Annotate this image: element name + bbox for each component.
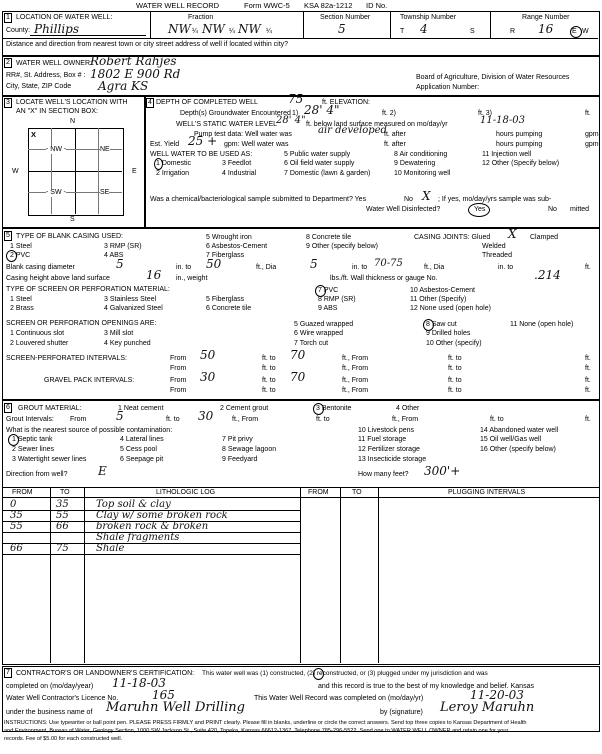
log-desc[interactable]: Clay w/ some broken rock: [96, 510, 228, 521]
section-value[interactable]: 5: [338, 22, 346, 36]
owner-label: WATER WELL OWNER:: [16, 60, 92, 67]
location-title: LOCATION OF WATER WELL:: [16, 14, 113, 21]
section-6-box: [2, 400, 600, 488]
log-to[interactable]: 55: [56, 510, 69, 521]
distance-label: Distance and direction from nearest town or city street address of well if located within city?: [6, 41, 289, 48]
range-label: Range Number: [522, 14, 570, 21]
feet-value[interactable]: 300'+: [424, 464, 461, 478]
form-number: Form WWC-5: [244, 1, 290, 10]
wall-gauge[interactable]: .214: [534, 268, 561, 282]
casing-diameter[interactable]: 5: [116, 257, 124, 271]
township-label: Township Number: [400, 14, 457, 21]
location-mark: X: [31, 130, 37, 139]
static-level[interactable]: 28' 4": [276, 115, 306, 126]
log-desc[interactable]: Top soil & clay: [96, 499, 171, 510]
address-value[interactable]: 1802 E 900 Rd: [90, 67, 181, 81]
casing-height[interactable]: 16: [146, 268, 162, 282]
county-value[interactable]: Phillips: [34, 22, 79, 36]
section-number: 1: [4, 13, 12, 23]
city-value[interactable]: Agra KS: [98, 79, 149, 93]
log-from[interactable]: 66: [10, 543, 23, 554]
log-desc[interactable]: broken rock & broken: [96, 521, 209, 532]
perf-to[interactable]: 70: [290, 348, 306, 362]
fraction-q1[interactable]: NW: [168, 22, 191, 36]
log-from[interactable]: 0: [10, 499, 17, 510]
gravel-to[interactable]: 70: [290, 370, 306, 384]
log-to[interactable]: 75: [56, 543, 69, 554]
static-date[interactable]: 11-18-03: [480, 115, 525, 126]
pump-test-value[interactable]: air developed: [318, 125, 387, 136]
grout-from[interactable]: 5: [116, 409, 124, 423]
id-label: ID No.: [366, 1, 388, 10]
license-number[interactable]: 165: [152, 688, 175, 702]
owner-value[interactable]: Robert Rahjes: [90, 54, 177, 68]
gravel-from[interactable]: 30: [200, 370, 216, 384]
address-label: RR#, St. Address, Box # :: [6, 72, 86, 79]
log-from[interactable]: 35: [10, 510, 23, 521]
est-yield[interactable]: 25 +: [188, 134, 218, 148]
range-value[interactable]: 16: [538, 22, 554, 36]
log-table: [2, 487, 600, 665]
log-desc[interactable]: Shale fragments: [96, 532, 180, 543]
fraction-q2[interactable]: NW: [202, 22, 225, 36]
grout-to[interactable]: 30: [198, 409, 214, 423]
county-label: County:: [6, 27, 31, 34]
range-e-circle: [570, 26, 582, 38]
app-number-label: Application Number:: [416, 84, 480, 91]
direction-value[interactable]: E: [98, 464, 107, 478]
fraction-label: Fraction: [188, 14, 214, 21]
log-to[interactable]: 35: [56, 499, 69, 510]
depth-value[interactable]: 75: [288, 92, 304, 106]
signature[interactable]: Leroy Maruhn: [440, 700, 535, 715]
section-grid[interactable]: [28, 128, 124, 216]
groundwater-1[interactable]: 28' 4": [304, 103, 340, 117]
log-to[interactable]: 66: [56, 521, 69, 532]
disinfected-yes-circle: [468, 203, 490, 217]
form-title: WATER WELL RECORD: [136, 1, 220, 10]
completed-date[interactable]: 11-18-03: [112, 676, 166, 690]
log-desc[interactable]: Shale: [96, 543, 125, 554]
business-name[interactable]: Maruhn Well Drilling: [106, 700, 245, 715]
fraction-q3[interactable]: NW: [238, 22, 261, 36]
city-label: City, State, ZIP Code: [6, 83, 72, 90]
log-from[interactable]: 55: [10, 521, 23, 532]
ksa-number: KSA 82a-1212: [304, 1, 353, 10]
board-label: Board of Agriculture, Division of Water Resources: [416, 74, 570, 81]
section-label: Section Number: [320, 14, 371, 21]
record-date[interactable]: 11-20-03: [470, 688, 524, 702]
chem-sample-mark[interactable]: X: [422, 189, 431, 203]
depth-label: DEPTH OF COMPLETED WELL: [156, 99, 258, 106]
perf-from[interactable]: 50: [200, 348, 216, 362]
township-value[interactable]: 4: [420, 22, 428, 36]
